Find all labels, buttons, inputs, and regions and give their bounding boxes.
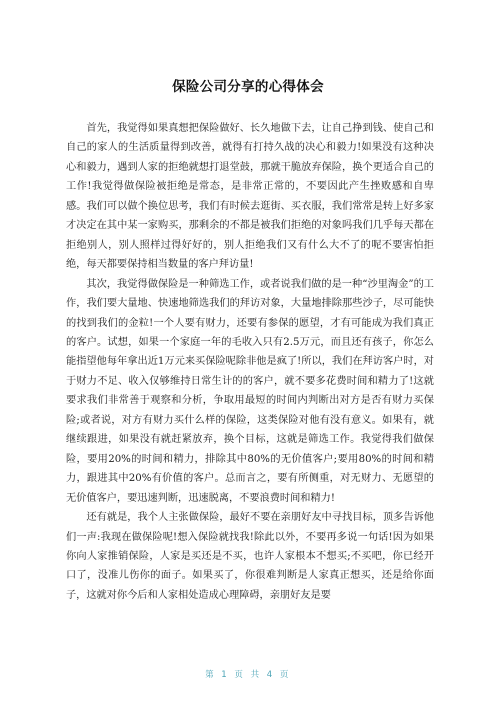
paragraph: 还有就是，我个人主张做保险，最好不要在亲朋好友中寻找目标，顶多告诉他们一声:我现在做保险呢!想入保险就找我!除此以外，不要再多说一句话!因为如果你向人家推销保险，人家是买还是不买，也许人家根本不想买;不买吧，你已经开口了，没准儿伤你的面子。如果买了，你很难判断是人家真正想买，还是给你面子，这就对你今后和人家相处造成心理障碍，亲朋好友是要 [66,512,434,601]
paragraph: 其次，我觉得做保险是一种筛选工作，或者说我们做的是一种“沙里淘金”的工作，我们要大量地、快速地筛选我们的拜访对象，大量地排除那些沙子，尽可能快的找到我们的金粒!一个人要有财力，还要有参保的愿望，才有可能成为我们真正的客户。试想，如果一个家庭一年的毛收入只有2.5万元，而且还有孩子，你怎么能指望他每年拿出近1万元来买保险呢除非他是疯了!所以，我们在拜访客户时，对于财力不足、收入仅够维持日常生计的的客户，就不要多花费时间和精力了!这就要求我们非常善于观察和分析，争取用最短的时间内判断出对方是否有财力买保险;或者说，对方有财力买什么样的保险，这类保险对他有没有意义。如果有，就继续跟进，如果没有就赶紧放弃，换个目标，这就是筛选工作。我觉得我们做保险，要用20%的时间和精力，排除其中80%的无价值客户;要用80%的时间和精力，跟进其中20%有价值的客户。总而言之，要有所侧重，对无财力、无愿望的无价值客户，要迅速判断，迅速脱离，不要浪费时间和精力! [66,278,434,504]
paragraph: 首先，我觉得如果真想把保险做好、长久地做下去，让自己挣到钱、使自己和自己的家人的生活质量得到改善，就得有打持久战的决心和毅力!如果没有这种决心和毅力，遇到人家的拒绝就想打退堂鼓，那就干脆放弃保险，换个更适合自己的工作!我觉得做保险被拒绝是常态，是非常正常的，不要因此产生挫败感和自卑感。我们可以做个换位思考，我们有时候去逛街、买衣服，我们常常是转上好多家才决定在其中某一家购买，那剩余的不都是被我们拒绝的对象吗我们几乎每天都在拒绝别人，别人照样过得好好的，别人拒绝我们又有什么大不了的呢不要害怕拒绝，每天都要保持相当数量的客户拜访量! [66,123,434,271]
document-title: 保险公司分享的心得体会 [172,79,324,95]
document-body [66,119,434,605]
page-number-footer: 第 1 页 共 4 页 [205,670,291,680]
